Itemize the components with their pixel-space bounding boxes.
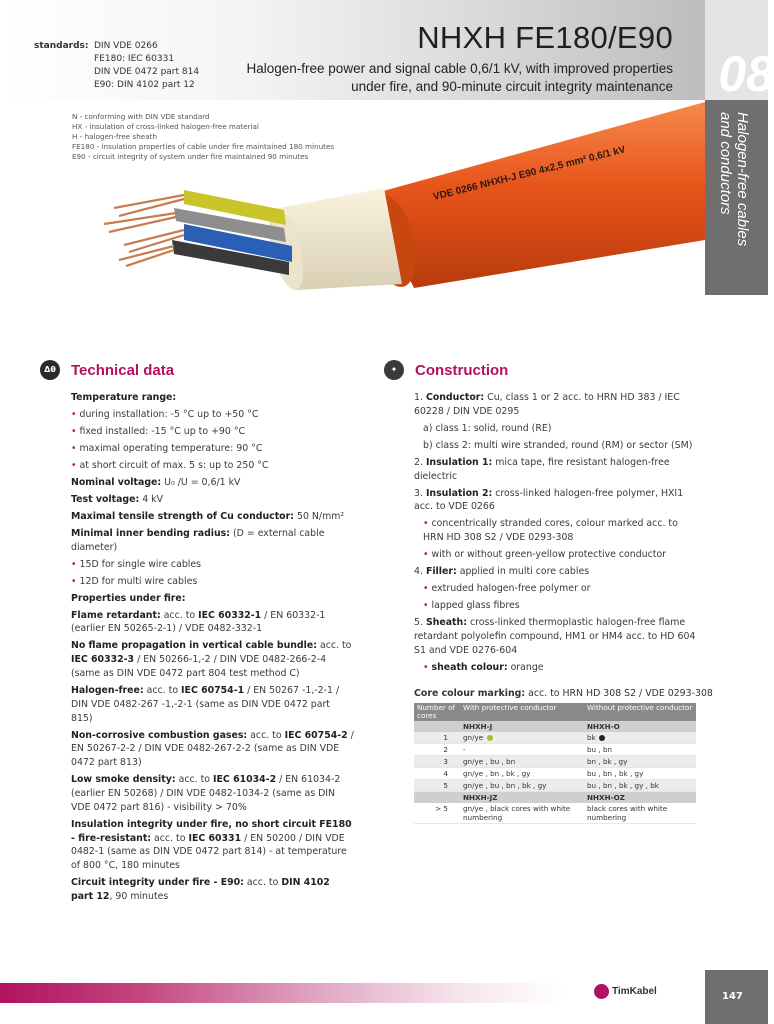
test-value: 4 kV [142, 493, 164, 505]
abbreviation-item: FE180 - insulation properties of cable under fire maintained 180 minutes [72, 142, 335, 151]
cores-count: 1 [414, 732, 460, 744]
insulation2-label: Insulation 2: [425, 487, 493, 499]
flame-standard: IEC 60332-1 [198, 609, 262, 621]
bend-item: 15D for single wire cables [79, 558, 202, 570]
cores-count: > 5 [414, 803, 460, 824]
bend-value: (D = external cable diameter) [71, 527, 325, 553]
copper-wires [104, 195, 184, 266]
column-header: Number of cores [414, 703, 460, 721]
cores-count: 4 [414, 768, 460, 780]
table-row [414, 744, 696, 756]
table-row [414, 803, 696, 824]
insulation1-text: mica tape, fire resistant halogen-free dielectric [414, 456, 670, 482]
cores-count: 3 [414, 756, 460, 768]
table-row [414, 732, 696, 744]
core-colour-label: Core colour marking: [414, 688, 526, 699]
table-row [414, 780, 696, 792]
table-cell [414, 792, 460, 804]
page-title: NHXH FE180/E90 [417, 20, 673, 55]
chapter-title [717, 112, 751, 246]
acc-to: acc. to [178, 774, 211, 786]
smoke-text: / EN 61034-2 (earlier EN 50268) / DIN VDE 0482-1034-2 (same as DIN VDE 0472 part 816) - visibility > 70% [71, 774, 341, 813]
acc-to: acc. to [246, 877, 279, 889]
table-header-row [414, 703, 696, 721]
noncorr-label: Non-corrosive combustion gases: [71, 729, 248, 741]
standard-item: DIN VDE 0266 [94, 41, 158, 51]
column-header: Without protective conductor [584, 703, 696, 721]
cores-count: 2 [414, 744, 460, 756]
core-colour-title [414, 688, 713, 699]
temp-item: fixed installed: -15 °C up to +90 °C [79, 425, 246, 437]
sheath-text: cross-linked thermoplastic halogen-free flame retardant polyolefin compound, HM1 or HM4 acc. to HD 604 S1 and VDE 0276-604 [414, 617, 696, 656]
filler-item: lapped glass fibres [431, 600, 520, 612]
colours-with: gn/ye , bn , bk , gy [460, 768, 584, 780]
temperature-icon: Δθ [40, 360, 60, 380]
core-colour-table [414, 703, 696, 824]
temp-item: at short circuit of max. 5 s: up to 250 °C [79, 459, 269, 471]
item-number: 5. [414, 617, 423, 629]
circuit-text: , 90 minutes [109, 890, 169, 902]
standards-block [34, 40, 199, 92]
logo-mark-icon [594, 984, 609, 999]
technical-data-heading: Technical data [71, 362, 175, 379]
item-number: 2. [414, 456, 423, 468]
abbreviation-item: H - halogen-free sheath [72, 132, 158, 141]
green-yellow-dot-icon [487, 735, 493, 741]
insulation2-text: cross-linked halogen-free polymer, HXI1 acc. to VDE 0266 [414, 487, 684, 513]
acc-to: acc. to [146, 684, 179, 696]
column-header: With protective conductor [460, 703, 584, 721]
type-nhxh-oz: NHXH-OZ [584, 792, 696, 804]
table-row [414, 756, 696, 768]
nominal-value: U₀ /U = 0,6/1 kV [164, 476, 241, 488]
item-number: 4. [414, 566, 423, 578]
colours-without: bu , bn [587, 745, 613, 754]
filler-item: extruded halogen-free polymer or [431, 583, 591, 595]
standard-item: E90: DIN 4102 part 12 [94, 80, 195, 90]
technical-data: Temperature range: • during installation: -5 °C up to +50 °C • fixed installed: -15 °C up to +90 °C • maximal operating temperature: 90 °C • at short circuit of max. 5 s: up to 250 °C Nominal voltage: U₀ /U = 0,6/1 kV Test voltage: 4 kV Maximal tensile strength of Cu conductor: 50 N/mm² Minimal inner bending radius: (D = external cable diameter) • 15D for single wire cables • 12D for multi wire cables Properties under fire: Flame retardant: acc. to IEC 60332-1 / EN 60332-1 (earlier EN 50265-2-1) / VDE 0482-332-1 No flame propagation in vertical cable bundle: acc. to IEC 60332-3 / EN 50266-1,-2 / DIN VDE 0482-266-2-4 (same as DIN VDE 0472 part 804 test method C) Halogen-free: acc. to IEC 60754-1 / EN 50267 -1,-2-1 / DIN VDE 0482-267 -1,-2-1 (same as DIN VDE 0472 part 815) Non-corrosive combustion gases: acc. to IEC 60754-2 / EN 50267-2-2 / DIN VDE 0482-267-2-2 (same as DIN VDE 0472 part 813) Low smoke density: acc. to IEC 61034-2 / EN 61034-2 (earlier EN 50268) / DIN VDE 0482-1034-2 (same as DIN VDE 0472 part 816) - visibility > 70% Insulation integrity under fire, no short circuit FE180 - fire-resistant: acc. to IEC 60331 / EN 50200 / DIN VDE 0482-1 (same as DIN VDE 0472 part 814) - at temperature of 800 °C, 180 minutes Circuit integrity under fire - E90: acc. to DIN 4102 part 12, 90 minutes [71, 392, 354, 902]
core-colour-text: acc. to HRN HD 308 S2 / VDE 0293-308 [528, 688, 713, 699]
abbreviation-item: E90 - circuit integrity of system under fire maintained 90 minutes [72, 152, 309, 161]
tensile-label: Maximal tensile strength of Cu conductor: [71, 510, 294, 522]
sheath-label: Sheath: [425, 617, 467, 629]
acc-to: acc. to [154, 832, 186, 844]
abbreviation-item: N - conforming with DIN VDE standard [72, 112, 210, 121]
bend-item: 12D for multi wire cables [79, 575, 198, 587]
conductor-class-2: b) class 2: multi wire stranded, round (RM) or sector (SM) [423, 439, 693, 451]
smoke-standard: IEC 61034-2 [213, 774, 277, 786]
colours-with: gn/ye , black cores with white numbering [460, 803, 584, 824]
nominal-label: Nominal voltage: [71, 476, 162, 488]
table-cell [414, 721, 460, 732]
colours-without: black cores with white numbering [584, 803, 696, 824]
tensile-value: 50 N/mm² [296, 510, 345, 522]
conductor-text: Cu, class 1 or 2 acc. to HRN HD 383 / IEC 60228 / DIN VDE 0295 [414, 392, 680, 417]
cable-sheath [369, 102, 705, 288]
colours-with: - [460, 744, 584, 756]
temp-item: maximal operating temperature: 90 °C [79, 442, 263, 454]
item-number: 1. [414, 392, 423, 403]
flame-text: / EN 60332-1 (earlier EN 50265-2-1) / VDE 0482-332-1 [71, 609, 326, 635]
smoke-label: Low smoke density: [71, 774, 176, 786]
item-number: 3. [414, 487, 423, 499]
cable-print: VDE 0266 NHXH-J E90 4x2,5 mm² 0,6/1 kV [432, 144, 627, 203]
colours-without: bk [587, 733, 596, 742]
standards-label: standards: [34, 41, 89, 51]
colours-with: gn/ye , bu , bn , bk , gy [460, 780, 584, 792]
filler-label: Filler: [425, 566, 457, 578]
page-number: 147 [722, 991, 743, 1002]
page-subtitle: Halogen-free power and signal cable 0,6/1 kV, with improved properties under fire, and 90-minute circuit integrity maintenance [246, 61, 673, 94]
type-nhxh-o: NHXH-O [584, 721, 696, 732]
chapter-title-line: and conductors [717, 112, 734, 215]
type-nhxh-jz: NHXH-JZ [460, 792, 584, 804]
cable-cross-section-icon: ✦ [384, 360, 404, 380]
insul-text: / EN 50200 / DIN VDE 0482-1 (same as DIN VDE 0472 part 814) - at temperature of 800 °C, 180 minutes [71, 832, 347, 872]
construction-list: 1. Conductor: Cu, class 1 or 2 acc. to HRN HD 383 / IEC 60228 / DIN VDE 0295 a) class 1: solid, round (RE) b) class 2: multi wire stranded, round (RM) or sector (SM) 2. Insulation 1: mica tape, fire resistant halogen-free dielectric 3. Insulation 2: cross-linked halogen-free polymer, HXI1 acc. to VDE 0266 • concentrically stranded cores, colour marked acc. to HRN HD 308 S2 / VDE 0293-308 • with or without green-yellow protective conductor 4. Filler: applied in multi core cables • extruded halogen-free polymer or • lapped glass fibres 5. Sheath: cross-linked thermoplastic halogen-free flame retardant polyolefin compound, HM1 or HM4 acc. to HD 604 S1 and VDE 0276-604 • sheath colour: orange [414, 391, 698, 678]
insulation1-label: Insulation 1: [425, 456, 493, 468]
chapter-tab [705, 0, 774, 295]
noprop-standard: IEC 60332-3 [71, 654, 135, 666]
filler-text: applied in multi core cables [459, 566, 590, 578]
table-subheader-row [414, 721, 696, 732]
temp-label: Temperature range: [71, 392, 177, 403]
props-label: Properties under fire: [71, 592, 186, 604]
timkabel-logo [594, 984, 657, 999]
insul-label: Insulation integrity under fire, no short circuit FE180 - fire-resistant: [71, 818, 352, 844]
table-row [414, 768, 696, 780]
sheath-colour-label: sheath colour: [431, 661, 508, 673]
halogen-standard: IEC 60754-1 [181, 684, 245, 696]
page-header [0, 0, 705, 100]
halogen-text: / EN 50267 -1,-2-1 / DIN VDE 0482-267 -1,-2-1 (same as DIN VDE 0472 part 815) [71, 684, 340, 724]
logo-text: TimKabel [612, 986, 657, 998]
acc-to: acc. to [319, 640, 352, 652]
temp-item: during installation: -5 °C up to +50 °C [79, 408, 259, 420]
chapter-number: 08 [718, 46, 774, 102]
noncorr-text: / EN 50267-2-2 / DIN VDE 0482-267-2-2 (same as DIN VDE 0472 part 813) [71, 729, 354, 769]
halogen-label: Halogen-free: [71, 684, 144, 696]
colours-without: bu , bn , bk , gy [584, 768, 696, 780]
bend-label: Minimal inner bending radius: [71, 527, 231, 539]
standard-item: DIN VDE 0472 part 814 [94, 67, 200, 77]
abbreviations [72, 112, 334, 162]
construction-heading: Construction [415, 362, 509, 379]
insulation2-item: with or without green-yellow protective conductor [431, 549, 667, 561]
noprop-label: No flame propagation in vertical cable bundle: [71, 640, 317, 652]
colours-without: bn , bk , gy [584, 756, 696, 768]
circuit-label: Circuit integrity under fire - E90: [71, 877, 244, 889]
conductor-class-1: a) class 1: solid, round (RE) [423, 422, 552, 434]
noprop-text: / EN 50266-1,-2 / DIN VDE 0482-266-2-4 (same as DIN VDE 0472 part 804 test method C) [71, 654, 327, 679]
colours-with: gn/ye , bu , bn [460, 756, 584, 768]
sheath-colour-value: orange [510, 661, 544, 673]
acc-to: acc. to [163, 609, 196, 621]
flame-label: Flame retardant: [71, 609, 161, 621]
acc-to: acc. to [250, 729, 282, 741]
table-subheader-row [414, 792, 696, 804]
cores-count: 5 [414, 780, 460, 792]
insul-standard: IEC 60331 [188, 832, 242, 844]
conductor-label: Conductor: [425, 392, 485, 403]
black-dot-icon [599, 735, 605, 741]
insulation2-item: concentrically stranded cores, colour marked acc. to HRN HD 308 S2 / VDE 0293-308 [423, 518, 678, 544]
cable-photo [34, 100, 705, 295]
colours-with: gn/ye [463, 733, 484, 742]
noncorr-standard: IEC 60754-2 [284, 729, 348, 741]
abbreviation-item: HX - insulation of cross-linked halogen-free material [72, 122, 259, 131]
type-nhxh-j: NHXH-J [460, 721, 584, 732]
test-label: Test voltage: [71, 493, 140, 505]
colours-without: bu , bn , bk , gy , bk [584, 780, 696, 792]
circuit-standard: DIN 4102 part 12 [71, 877, 330, 902]
standard-item: FE180: IEC 60331 [94, 54, 175, 64]
chapter-title-line: Halogen-free cables [734, 112, 751, 247]
